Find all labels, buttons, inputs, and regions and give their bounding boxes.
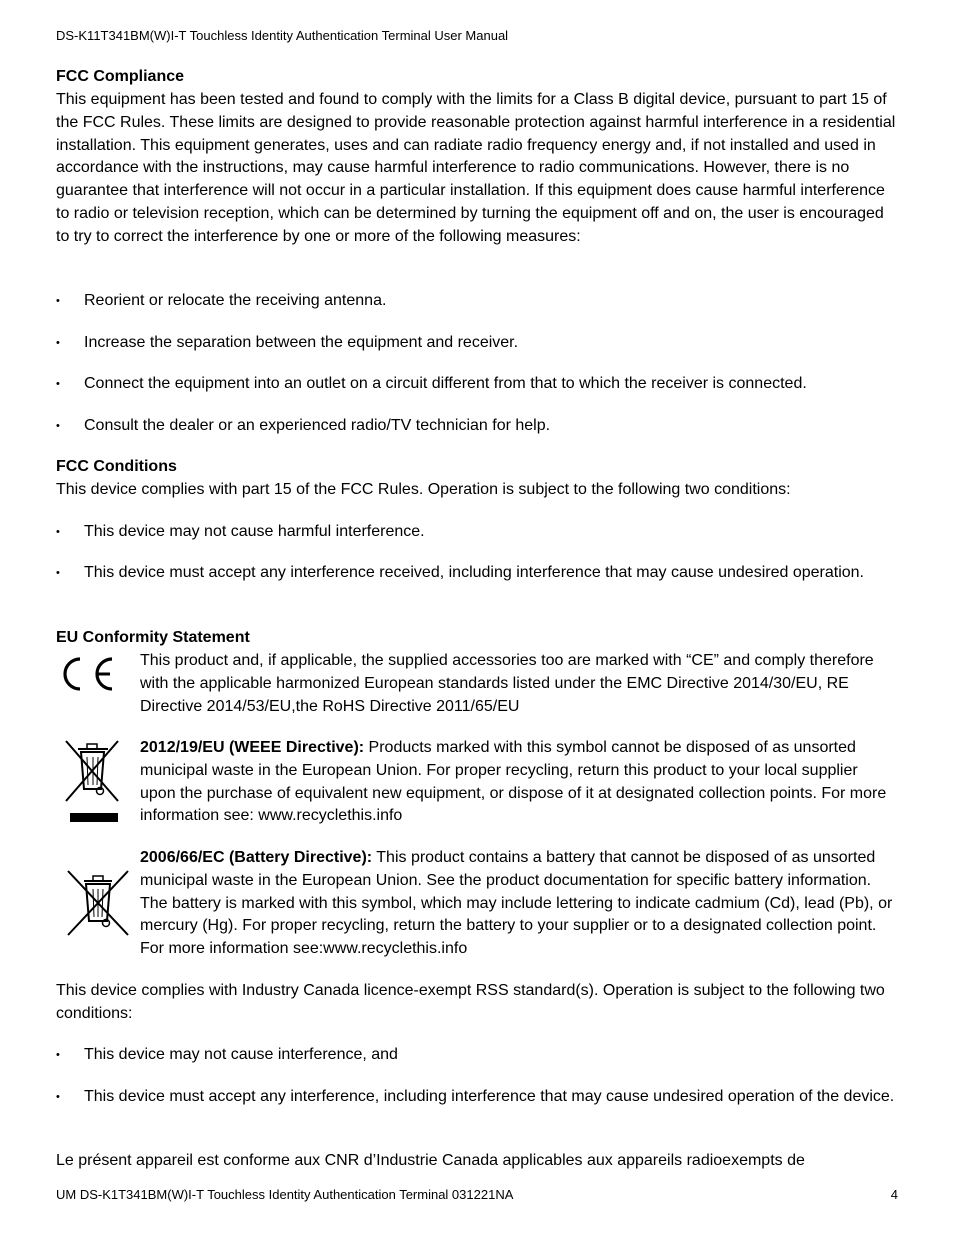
- crossed-out-battery-bin-icon: [66, 869, 130, 945]
- list-item: • This device must accept any interference received, including interference that may cause undesired operation.: [56, 562, 896, 585]
- page-footer: [56, 1187, 898, 1202]
- bullet-icon: •: [56, 1049, 60, 1061]
- crossed-out-bin-icon: [64, 737, 120, 835]
- ce-mark-icon: [56, 650, 116, 706]
- fcc-compliance-body: This equipment has been tested and found to comply with the limits for a Class B digital device, pursuant to part 15 of the FCC Rules. These limits are designed to provide reasonable protection against harmful interference in a residential installation. This equipment generates, uses and can radiate radio frequency energy and, if not installed and used in accordance with the instructions, may cause harmful interference to radio communications. However, there is no guarantee that interference will not occur in a particular installation. If this equipment does cause harmful interference to radio or television reception, which can be determined by turning the equipment off and on, the user is encouraged to try to correct the interference by one or more of the following measures:: [56, 91, 896, 245]
- fcc-compliance-heading: FCC Compliance: [56, 68, 185, 85]
- bullet-icon: •: [56, 567, 60, 579]
- battery-statement: 2006/66/EC (Battery Directive): This product contains a battery that cannot be disposed of as unsorted municipal waste in the European Union. See the product documentation for specific battery information. The battery is marked with this symbol, which may include lettering to indicate cadmium (Cd), lead (Pb), or mercury (Hg). For proper recycling, return the battery to your supplier or to a designated collection point. For more information see:www.recyclethis.info: [56, 847, 896, 961]
- ce-statement: This product and, if applicable, the supplied accessories too are marked with “CE” and comply therefore with the applicable harmonized European standards listed under the EMC Directive 2014/30/EU, RE Directive 2014/53/EU,the RoHS Directive 2011/65/EU: [56, 650, 896, 718]
- canada-french-text: Le présent appareil est conforme aux CNR d’Industrie Canada applicables aux appareils radioexempts de: [56, 1152, 805, 1169]
- list-item: • This device may not cause harmful interference.: [56, 521, 896, 544]
- list-item: • Connect the equipment into an outlet on a circuit different from that to which the receiver is connected.: [56, 373, 896, 396]
- bullet-icon: •: [56, 295, 60, 307]
- footer-text: UM DS-K1T341BM(W)I-T Touchless Identity Authentication Terminal 031221NA: [56, 1187, 514, 1202]
- weee-directive-label: 2012/19/EU (WEEE Directive):: [140, 739, 365, 756]
- battery-directive-label: 2006/66/EC (Battery Directive):: [140, 849, 373, 866]
- fcc-conditions-body: This device complies with part 15 of the FCC Rules. Operation is subject to the following two conditions:: [56, 481, 791, 498]
- bullet-icon: •: [56, 337, 60, 349]
- weee-statement: 2012/19/EU (WEEE Directive): Products marked with this symbol cannot be disposed of as unsorted municipal waste in the European Union. For proper recycling, return this product to your local supplier upon the purchase of equivalent new equipment, or dispose of it at designated collection points. For more information see: www.recyclethis.info: [56, 737, 896, 828]
- list-item: • This device must accept any interference, including interference that may cause undesired operation of the device.: [56, 1086, 896, 1109]
- page-number: 4: [890, 1187, 898, 1202]
- bullet-icon: •: [56, 526, 60, 538]
- canada-body: This device complies with Industry Canada licence-exempt RSS standard(s). Operation is subject to the following two conditions:: [56, 982, 885, 1022]
- list-item: • Reorient or relocate the receiving antenna.: [56, 290, 896, 313]
- list-item: • Consult the dealer or an experienced radio/TV technician for help.: [56, 415, 896, 438]
- list-item: • Increase the separation between the equipment and receiver.: [56, 332, 896, 355]
- bullet-icon: •: [56, 420, 60, 432]
- list-item: • This device may not cause interference, and: [56, 1044, 896, 1067]
- fcc-conditions-heading: FCC Conditions: [56, 458, 177, 475]
- bullet-icon: •: [56, 1091, 60, 1103]
- page-header: DS-K11T341BM(W)I-T Touchless Identity Authentication Terminal User Manual: [56, 28, 509, 43]
- bullet-icon: •: [56, 378, 60, 390]
- eu-conformity-heading: EU Conformity Statement: [56, 629, 250, 646]
